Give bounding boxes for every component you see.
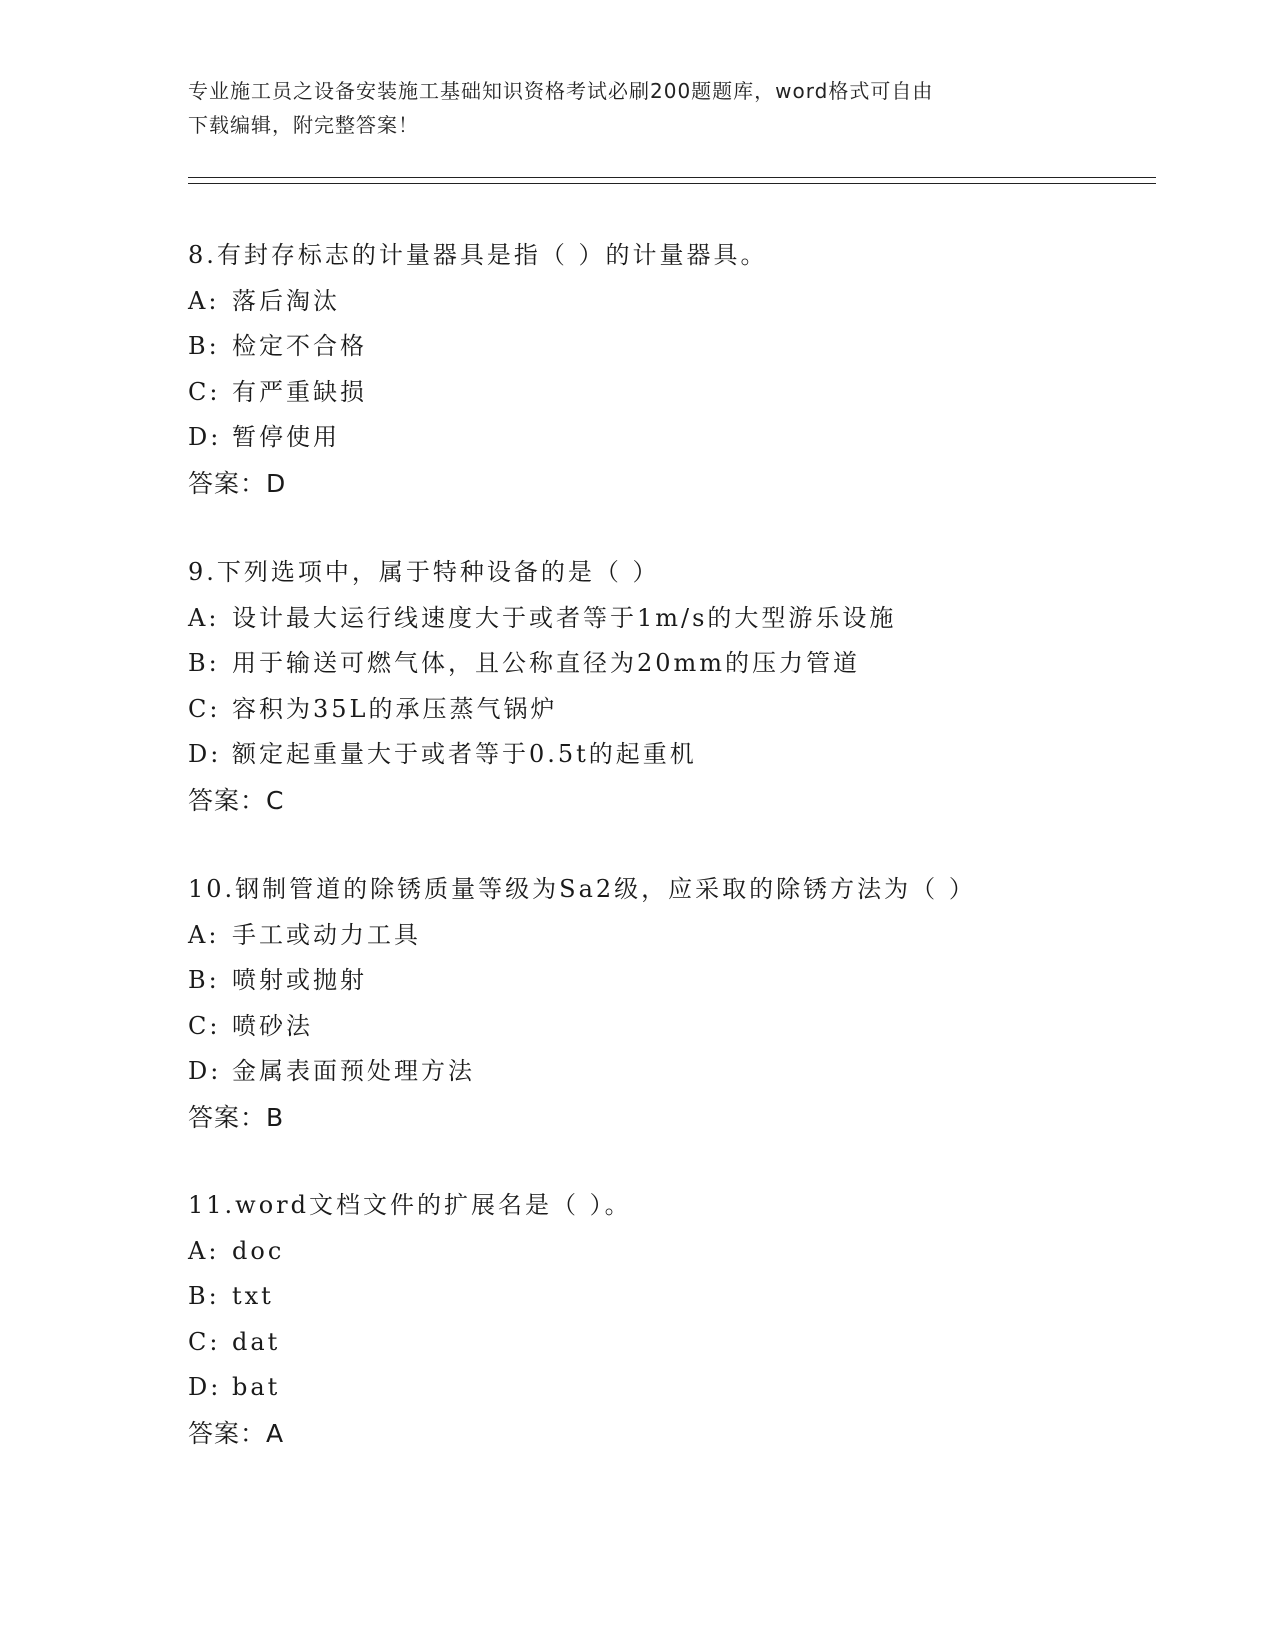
- option-letter: A:: [188, 920, 220, 949]
- option-letter: C:: [188, 1327, 221, 1356]
- option-letter: A:: [188, 286, 220, 315]
- header-divider-bottom: [188, 183, 1156, 184]
- answer-line: 答案：B: [188, 1102, 285, 1132]
- option-d: [188, 415, 1188, 461]
- option-text: 暂停使用: [232, 423, 340, 451]
- option-letter: B:: [188, 332, 220, 360]
- option-b: [188, 1274, 1188, 1320]
- option-b: [188, 641, 1188, 687]
- option-c: [188, 1320, 1188, 1366]
- option-letter: A:: [188, 1236, 220, 1265]
- option-letter: D:: [188, 740, 222, 768]
- question-stem: 8.有封存标志的计量器具是指（ ）的计量器具。: [188, 241, 768, 269]
- option-text: 手工或动力工具: [232, 920, 421, 949]
- header-line-1: 专业施工员之设备安装施工基础知识资格考试必刷200题题库，word格式可自由: [188, 79, 934, 103]
- question-stem: 11.word文档文件的扩展名是（ ）。: [188, 1191, 632, 1219]
- option-text: 用于输送可燃气体，且公称直径为20mm的压力管道: [232, 649, 861, 677]
- option-text: 喷射或抛射: [232, 966, 367, 994]
- option-text: 容积为35L的承压蒸气锅炉: [232, 694, 558, 723]
- option-letter: B:: [188, 1282, 220, 1310]
- question-block: [188, 233, 1188, 506]
- option-letter: B:: [188, 649, 220, 677]
- option-text: 检定不合格: [232, 332, 367, 360]
- option-a: [188, 279, 1188, 325]
- document-header: [188, 74, 1088, 142]
- option-text: 额定起重量大于或者等于0.5t的起重机: [232, 740, 697, 768]
- option-text: 喷砂法: [232, 1011, 313, 1040]
- question-block: [188, 867, 1188, 1140]
- option-c: [188, 1004, 1188, 1050]
- option-c: [188, 370, 1188, 416]
- option-a: [188, 1229, 1188, 1275]
- question-block: [188, 550, 1188, 823]
- answer-line: 答案：C: [188, 785, 285, 815]
- option-letter: A:: [188, 603, 220, 632]
- question-stem: 9.下列选项中，属于特种设备的是（ ）: [188, 558, 660, 586]
- option-d: [188, 1365, 1188, 1411]
- option-letter: D:: [188, 1373, 222, 1401]
- option-a: [188, 913, 1188, 959]
- option-letter: C:: [188, 377, 221, 406]
- option-b: [188, 958, 1188, 1004]
- option-a: [188, 596, 1188, 642]
- option-text: 设计最大运行线速度大于或者等于1m/s的大型游乐设施: [232, 603, 897, 632]
- option-text: 落后淘汰: [232, 286, 340, 315]
- header-divider-top: [188, 177, 1156, 178]
- answer-line: 答案：A: [188, 1418, 285, 1448]
- option-letter: D:: [188, 1057, 222, 1085]
- option-d: [188, 732, 1188, 778]
- header-line-2: 下载编辑，附完整答案！: [188, 113, 419, 137]
- option-text: dat: [232, 1327, 281, 1356]
- option-letter: D:: [188, 423, 222, 451]
- option-d: [188, 1049, 1188, 1095]
- option-letter: B:: [188, 966, 220, 994]
- option-text: txt: [232, 1282, 274, 1310]
- option-text: 有严重缺损: [232, 377, 367, 406]
- option-c: [188, 687, 1188, 733]
- option-text: 金属表面预处理方法: [232, 1057, 475, 1085]
- option-text: bat: [232, 1373, 281, 1401]
- option-letter: C:: [188, 694, 221, 723]
- question-stem: 10.钢制管道的除锈质量等级为Sa2级，应采取的除锈方法为（ ）: [188, 875, 976, 903]
- answer-line: 答案：D: [188, 468, 287, 498]
- question-block: [188, 1183, 1188, 1456]
- option-b: [188, 324, 1188, 370]
- option-text: doc: [232, 1236, 285, 1265]
- option-letter: C:: [188, 1011, 221, 1040]
